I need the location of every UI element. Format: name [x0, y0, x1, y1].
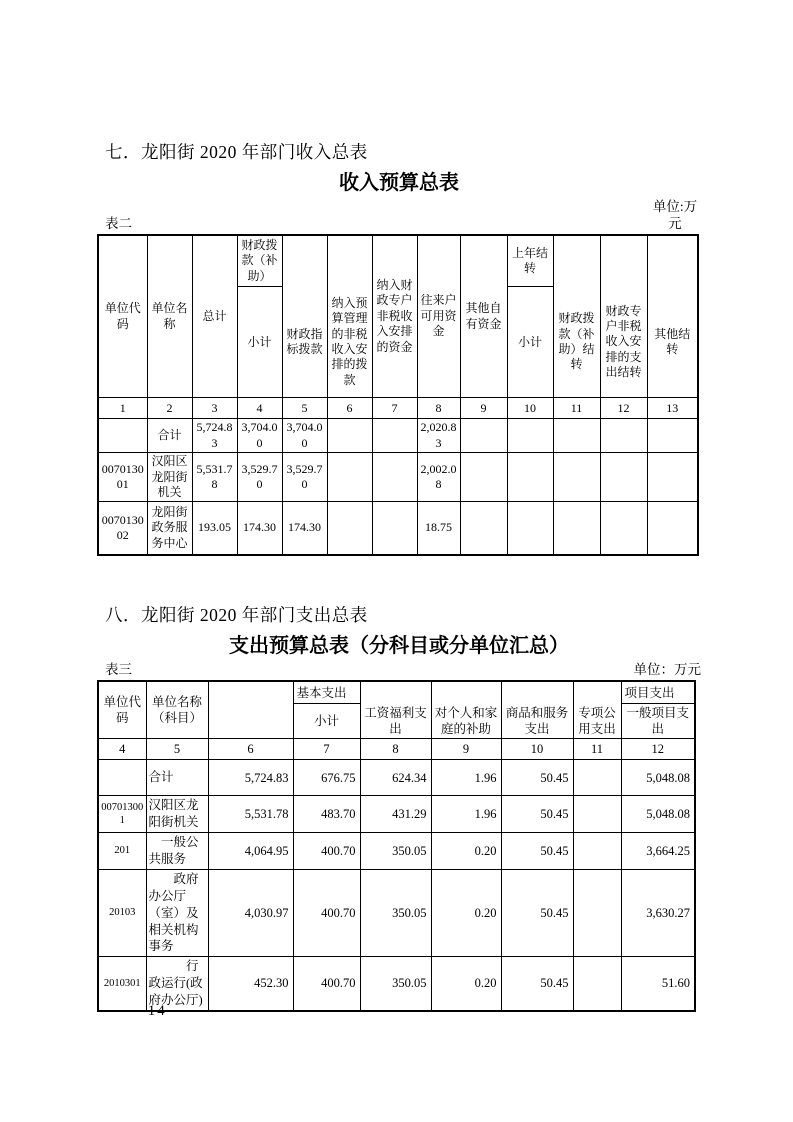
- expenditure-cell: 201: [98, 833, 146, 870]
- expenditure-cell: 483.70: [293, 796, 360, 833]
- income-cell: [327, 453, 372, 502]
- expenditure-cell: 政府办公厅（室）及相关机构事务: [146, 869, 208, 956]
- income-cell: [372, 453, 417, 502]
- income-cell: [647, 502, 698, 555]
- expenditure-cell: 431.29: [360, 796, 431, 833]
- expenditure-cell: 400.70: [293, 869, 360, 956]
- column-number-cell: 5: [146, 739, 208, 760]
- income-cell: 007013002: [98, 502, 147, 555]
- expenditure-cell: 3,630.27: [621, 869, 695, 956]
- page-number: — 14 —: [125, 1003, 190, 1019]
- expenditure-cell: 1.96: [431, 760, 501, 796]
- expenditure-table-label: 表三: [105, 662, 132, 678]
- column-number-cell: 8: [417, 398, 460, 419]
- expenditure-header-special-public: 专项公用支出: [573, 681, 621, 739]
- income-header-carryover-fiscal-grant: 财政拨款（补助）结转: [553, 235, 600, 398]
- income-header-total: 总计: [192, 235, 237, 398]
- income-header-fiscal-index-allocation: 财政指标拨款: [282, 235, 327, 398]
- income-header-carryover-group: 上年结转: [507, 235, 553, 287]
- expenditure-cell: 20103: [98, 869, 146, 956]
- income-row-total: [98, 419, 698, 453]
- expenditure-table: [97, 680, 696, 1012]
- column-number-cell: 7: [372, 398, 417, 419]
- expenditure-header-unit-code: 单位代码: [98, 681, 146, 739]
- expenditure-cell: 2010301: [98, 957, 146, 1011]
- expenditure-cell: 0.20: [431, 833, 501, 870]
- income-header-nontax-in-budget: 纳入预算管理的非税收入安排的拨款: [327, 235, 372, 398]
- expenditure-cell: [573, 760, 621, 796]
- income-header-fiscal-grant-group: 财政拨款（补助）: [237, 235, 282, 287]
- expenditure-cell: 350.05: [360, 869, 431, 956]
- column-number-cell: 6: [327, 398, 372, 419]
- income-cell: 5,724.83: [192, 419, 237, 453]
- income-header-current-account-funds: 往来户可用资金: [417, 235, 460, 398]
- expenditure-cell: 624.34: [360, 760, 431, 796]
- column-number-cell: 5: [282, 398, 327, 419]
- expenditure-cell: 一般公共服务: [146, 833, 208, 870]
- income-cell: [600, 419, 647, 453]
- expenditure-row-20103: [98, 869, 695, 956]
- expenditure-cell: 50.45: [501, 760, 573, 796]
- column-number-cell: 4: [237, 398, 282, 419]
- income-cell: 2,002.08: [417, 453, 460, 502]
- expenditure-cell: 0.20: [431, 869, 501, 956]
- expenditure-cell: 1.96: [431, 796, 501, 833]
- column-number-cell: 13: [647, 398, 698, 419]
- column-number-cell: 1: [98, 398, 147, 419]
- column-number-cell: 9: [460, 398, 507, 419]
- income-header-other-own-funds: 其他自有资金: [460, 235, 507, 398]
- income-row-zhengwu: [98, 502, 698, 555]
- page-content: [97, 0, 701, 1012]
- expenditure-cell: 452.30: [208, 957, 293, 1011]
- expenditure-cell: 50.45: [501, 869, 573, 956]
- column-number-cell: 11: [553, 398, 600, 419]
- expenditure-cell: 400.70: [293, 833, 360, 870]
- column-number-cell: 7: [293, 739, 360, 760]
- income-cell: [372, 419, 417, 453]
- income-table-label: 表二: [105, 215, 132, 231]
- income-header-carryover-special-account: 财政专户非税收入安排的支出结转: [600, 235, 647, 398]
- income-section-heading: 七．龙阳街 2020 年部门收入总表: [105, 142, 368, 162]
- expenditure-cell: [573, 869, 621, 956]
- income-cell: [460, 419, 507, 453]
- income-header-carryover-subtotal: 小计: [507, 287, 553, 398]
- column-number-cell: 3: [192, 398, 237, 419]
- income-cell: 007013001: [98, 453, 147, 502]
- income-cell: [553, 419, 600, 453]
- income-cell: 174.30: [282, 502, 327, 555]
- income-cell: 3,704.00: [282, 419, 327, 453]
- expenditure-header-salary-welfare: 工资福利支出: [360, 681, 431, 739]
- income-header-row-1: [98, 235, 698, 287]
- income-column-number-row: [98, 398, 698, 419]
- expenditure-cell: 51.60: [621, 957, 695, 1011]
- expenditure-header-unit-name: 单位名称（科目）: [146, 681, 208, 739]
- expenditure-cell: 350.05: [360, 833, 431, 870]
- income-cell: 174.30: [237, 502, 282, 555]
- income-row-jiguan: [98, 453, 698, 502]
- income-table-title: 收入预算总表: [339, 172, 459, 195]
- income-cell: 5,531.78: [192, 453, 237, 502]
- expenditure-header-row-1: [98, 681, 695, 703]
- expenditure-row-total: [98, 760, 695, 796]
- income-cell: [507, 502, 553, 555]
- income-cell: [553, 453, 600, 502]
- expenditure-meta-row: [97, 662, 701, 678]
- income-cell: [98, 419, 147, 453]
- income-cell: 3,704.00: [237, 419, 282, 453]
- expenditure-header-goods-services: 商品和服务支出: [501, 681, 573, 739]
- income-cell: [460, 453, 507, 502]
- expenditure-cell: 5,048.08: [621, 760, 695, 796]
- income-cell: [647, 453, 698, 502]
- expenditure-cell: [98, 760, 146, 796]
- income-header-nontax-special-account: 纳入财政专户非税收入安排的资金: [372, 235, 417, 398]
- income-cell: [553, 502, 600, 555]
- expenditure-cell: [573, 796, 621, 833]
- income-table: [97, 234, 699, 556]
- expenditure-cell: 4,030.97: [208, 869, 293, 956]
- expenditure-cell: 50.45: [501, 833, 573, 870]
- income-unit-label: 单位:万元: [652, 199, 698, 231]
- expenditure-cell: 4,064.95: [208, 833, 293, 870]
- income-cell: [647, 419, 698, 453]
- income-cell: [372, 502, 417, 555]
- income-cell: 3,529.70: [282, 453, 327, 502]
- income-cell: 龙阳街政务服务中心: [147, 502, 192, 555]
- income-cell: [327, 419, 372, 453]
- column-number-cell: 9: [431, 739, 501, 760]
- expenditure-cell: 5,724.83: [208, 760, 293, 796]
- income-header-carryover-other: 其他结转: [647, 235, 698, 398]
- expenditure-cell: 3,664.25: [621, 833, 695, 870]
- income-header-fiscal-grant-subtotal: 小计: [237, 287, 282, 398]
- column-number-cell: 2: [147, 398, 192, 419]
- expenditure-cell: 5,531.78: [208, 796, 293, 833]
- expenditure-header-project-expense-group: 项目支出: [621, 681, 695, 703]
- expenditure-cell: 5,048.08: [621, 796, 695, 833]
- expenditure-cell: [573, 833, 621, 870]
- expenditure-cell: 676.75: [293, 760, 360, 796]
- income-cell: 3,529.70: [237, 453, 282, 502]
- income-header-unit-name: 单位名称: [147, 235, 192, 398]
- expenditure-cell: 007013001: [98, 796, 146, 833]
- expenditure-section-heading: 八．龙阳街 2020 年部门支出总表: [105, 604, 368, 625]
- expenditure-cell: 行政运行(政府办公厅): [146, 957, 208, 1011]
- expenditure-column-number-row: [98, 739, 695, 760]
- expenditure-table-title: 支出预算总表（分科目或分单位汇总）: [229, 635, 569, 658]
- expenditure-header-basic-expense-group: 基本支出: [293, 681, 360, 703]
- column-number-cell: 4: [98, 739, 146, 760]
- income-meta-row: [97, 199, 701, 231]
- income-cell: [507, 453, 553, 502]
- expenditure-row-201: [98, 833, 695, 870]
- expenditure-cell: 合计: [146, 760, 208, 796]
- expenditure-header-amount-column: [208, 681, 293, 739]
- expenditure-cell: 400.70: [293, 957, 360, 1011]
- column-number-cell: 12: [621, 739, 695, 760]
- expenditure-header-general-project: 一般项目支出: [621, 703, 695, 739]
- column-number-cell: 8: [360, 739, 431, 760]
- income-cell: 汉阳区龙阳街机关: [147, 453, 192, 502]
- expenditure-unit-label: 单位：万元: [633, 662, 701, 678]
- income-cell: [600, 453, 647, 502]
- column-number-cell: 12: [600, 398, 647, 419]
- expenditure-cell: [573, 957, 621, 1011]
- expenditure-row-jiguan: [98, 796, 695, 833]
- income-cell: 193.05: [192, 502, 237, 555]
- income-cell: 18.75: [417, 502, 460, 555]
- expenditure-header-individual-family-subsidy: 对个人和家庭的补助: [431, 681, 501, 739]
- income-cell: [507, 419, 553, 453]
- expenditure-cell: 50.45: [501, 957, 573, 1011]
- expenditure-cell: 0.20: [431, 957, 501, 1011]
- income-cell: 合计: [147, 419, 192, 453]
- income-cell: 2,020.83: [417, 419, 460, 453]
- income-cell: [600, 502, 647, 555]
- expenditure-header-basic-expense-subtotal: 小计: [293, 703, 360, 739]
- column-number-cell: 11: [573, 739, 621, 760]
- column-number-cell: 10: [507, 398, 553, 419]
- income-header-unit-code: 单位代码: [98, 235, 147, 398]
- column-number-cell: 6: [208, 739, 293, 760]
- expenditure-cell: 350.05: [360, 957, 431, 1011]
- income-cell: [460, 502, 507, 555]
- income-cell: [327, 502, 372, 555]
- column-number-cell: 10: [501, 739, 573, 760]
- expenditure-cell: 50.45: [501, 796, 573, 833]
- expenditure-cell: 汉阳区龙阳街机关: [146, 796, 208, 833]
